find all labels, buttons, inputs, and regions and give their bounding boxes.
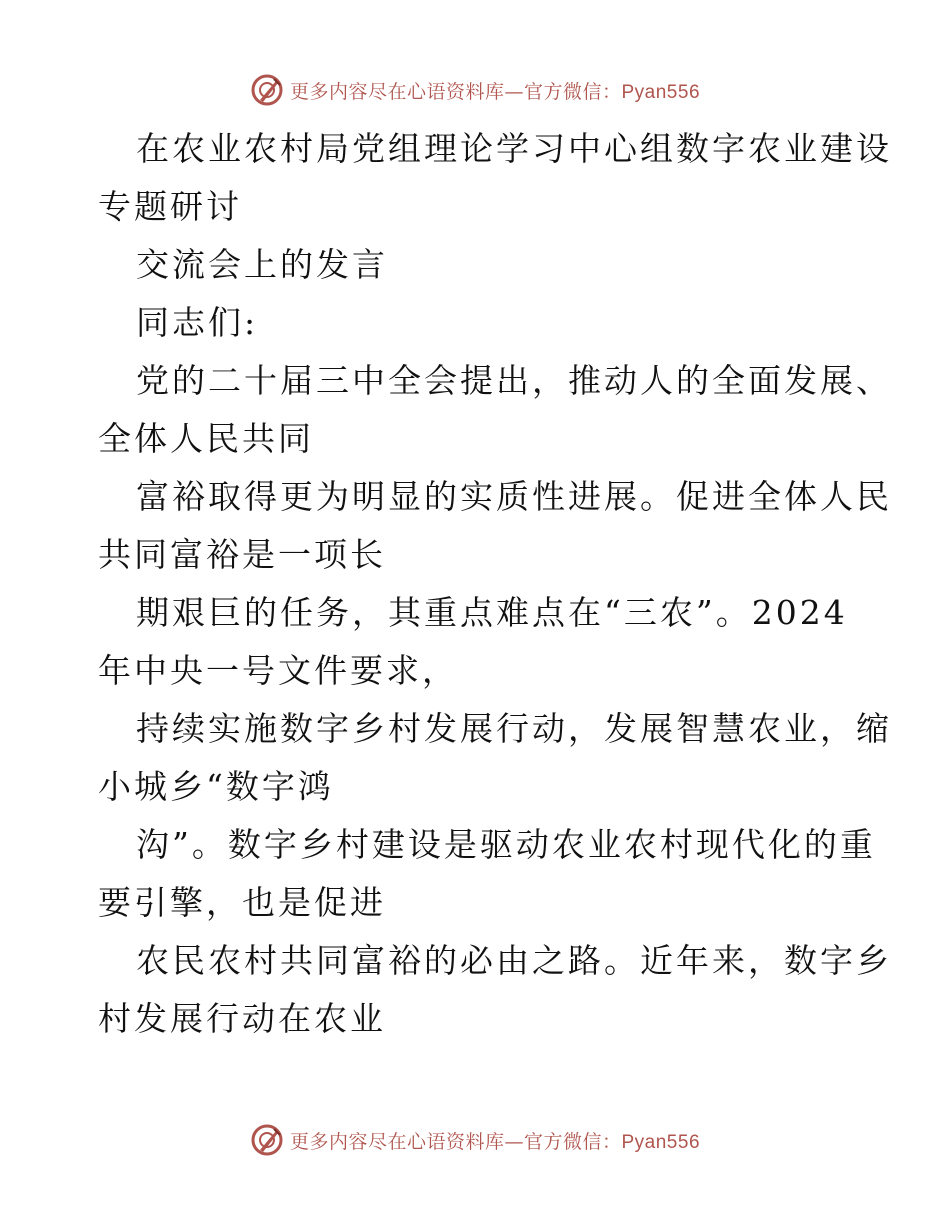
header-brand-bar [0, 70, 950, 110]
document-body [98, 120, 892, 1048]
text-line: 农民农村共同富裕的必由之路。近年来，数字乡 [136, 941, 892, 980]
text-line: 交流会上的发言 [136, 245, 388, 284]
text-line: 富裕取得更为明显的实质性进展。促进全体人民 [136, 477, 892, 516]
footer-brand-bar [0, 1120, 950, 1160]
text-line: 全体人民共同 [98, 419, 314, 458]
text-line: 持续实施数字乡村发展行动，发展智慧农业，缩 [136, 709, 892, 748]
text-line: 村发展行动在农业 [98, 999, 386, 1038]
text-line: 年中央一号文件要求， [98, 651, 458, 690]
footer-brand-text: 更多内容尽在心语资料库—官方微信：Pyan556 [289, 1130, 701, 1153]
text-line: 同志们: [136, 303, 259, 342]
text-line: 共同富裕是一项长 [98, 535, 386, 574]
text-line: 党的二十届三中全会提出，推动人的全面发展、 [136, 361, 892, 400]
text-line: 专题研讨 [98, 187, 242, 226]
brand-logo-icon [250, 1123, 284, 1157]
text-line: 沟”。数字乡村建设是驱动农业农村现代化的重 [136, 825, 876, 864]
text-line: 要引擎，也是促进 [98, 883, 386, 922]
text-line: 在农业农村局党组理论学习中心组数字农业建设 [136, 129, 892, 168]
brand-logo-icon [250, 73, 284, 107]
text-line: 期艰巨的任务，其重点难点在“三农”。2024 [136, 593, 848, 632]
text-line: 小城乡“数字鸿 [98, 767, 334, 806]
header-brand-text: 更多内容尽在心语资料库—官方微信：Pyan556 [289, 80, 701, 103]
